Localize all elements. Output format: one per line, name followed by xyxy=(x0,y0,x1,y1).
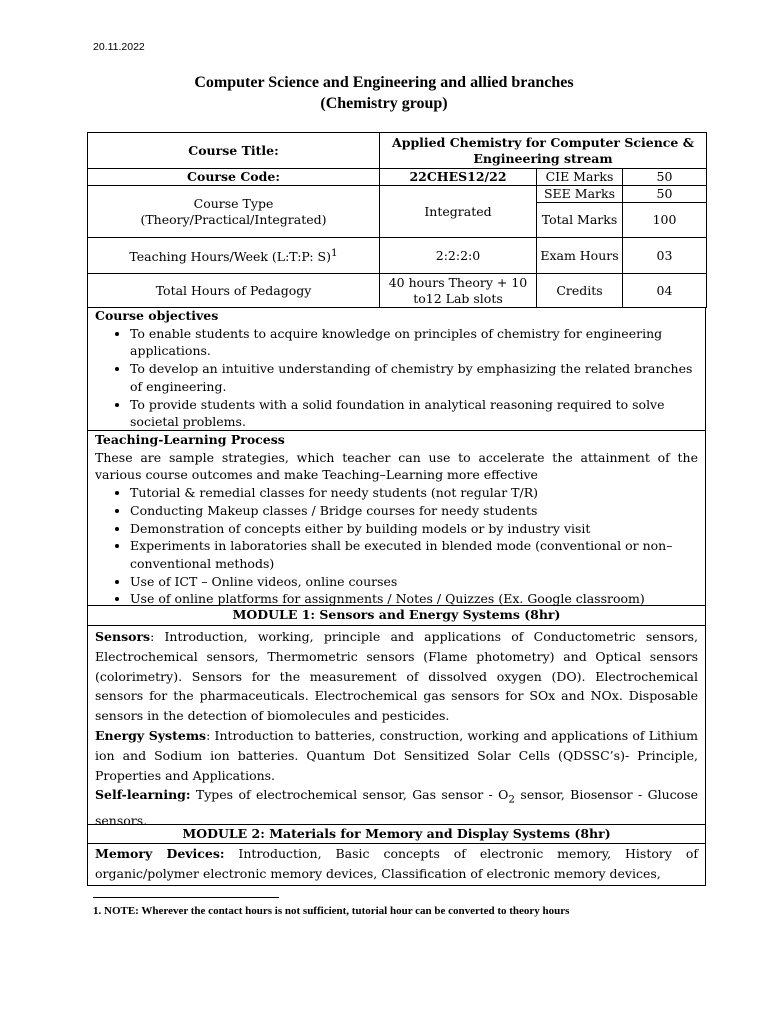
course-type-text: Course Type xyxy=(193,195,274,211)
page-subtitle: (Chemistry group) xyxy=(320,95,448,112)
course-title-label: Course Title: xyxy=(88,133,380,169)
teaching-hours-text: Teaching Hours/Week (L:T:P: S) xyxy=(129,249,331,265)
module1-body xyxy=(87,626,706,828)
self-learning-paragraph xyxy=(95,785,698,830)
course-title-value: Applied Chemistry for Computer Science & Engineering stream xyxy=(380,133,707,169)
self-subscript: 2 xyxy=(508,793,516,806)
footnote-ref: 1 xyxy=(331,247,338,260)
memory-label: Memory Devices: xyxy=(95,846,225,861)
course-type-value: Integrated xyxy=(380,186,537,238)
self-text-b: sensor, Biosensor - Glucose sensors. xyxy=(95,787,699,828)
energy-text: : Introduction to batteries, construction, working and applications of Lithium ion and Sodium ion batteries. Quantum Dot Sensitized Solar Cells (QDSSC’s)- Principle, Properties and Applications. xyxy=(95,727,699,783)
pedagogy-label: Total Hours of Pedagogy xyxy=(88,274,380,308)
course-info-table xyxy=(87,132,707,308)
self-learning-label: Self-learning: xyxy=(95,787,191,803)
sensors-paragraph xyxy=(95,627,698,726)
exam-hours-label: Exam Hours xyxy=(537,238,623,274)
cie-marks-label: CIE Marks xyxy=(537,169,623,186)
sensors-label: Sensors xyxy=(95,629,151,644)
course-type-label xyxy=(88,186,380,238)
credits-value: 04 xyxy=(623,274,707,308)
energy-paragraph xyxy=(95,726,698,785)
course-objectives-section xyxy=(87,307,706,431)
memory-text: Introduction, Basic concepts of electronic memory, History of organic/polymer electronic memory devices, Classification of electronic memory devices, xyxy=(95,846,698,881)
self-text-a: Types of electrochemical sensor, Gas sensor - O xyxy=(190,787,509,803)
tlp-list xyxy=(95,484,698,608)
teaching-learning-section xyxy=(87,431,706,606)
total-marks-label: Total Marks xyxy=(537,203,623,238)
course-type-sub: (Theory/Practical/Integrated) xyxy=(140,211,327,227)
course-code-value: 22CHES12/22 xyxy=(380,169,537,186)
tlp-item: • Tutorial & remedial classes for needy students (not regular T/R) xyxy=(130,484,698,502)
see-marks-label: SEE Marks xyxy=(537,186,623,203)
objectives-list xyxy=(95,325,698,431)
objective-item: • To enable students to acquire knowledge on principles of chemistry for engineering applications. xyxy=(130,325,698,360)
cie-marks-value: 50 xyxy=(623,169,707,186)
footnote-divider xyxy=(93,897,279,898)
document-date: 20.11.2022 xyxy=(93,41,145,53)
see-marks-value: 50 xyxy=(623,186,707,203)
course-code-label: Course Code: xyxy=(88,169,380,186)
energy-label: Energy Systems xyxy=(95,727,207,743)
tlp-item: • Demonstration of concepts either by building models or by industry visit xyxy=(130,520,698,538)
module2-heading: MODULE 2: Materials for Memory and Display Systems (8hr) xyxy=(87,825,706,844)
tlp-heading: Teaching-Learning Process xyxy=(95,432,285,447)
footnote: 1. NOTE: Wherever the contact hours is not sufficient, tutorial hour can be converted to theory hours xyxy=(93,905,570,917)
objective-item: • To provide students with a solid foundation in analytical reasoning required to solve societal problems. xyxy=(130,396,698,431)
credits-label: Credits xyxy=(537,274,623,308)
objectives-heading: Course objectives xyxy=(95,308,219,323)
sensors-text: : Introduction, working, principle and applications of Conductometric sensors, Electrochemical sensors, Thermometric sensors (Flame photometry) and Optical sensors (colorimetry). Sensors for the measurement of dissolved oxygen (DO). Electrochemical sensors for the pharmaceuticals. Electrochemical gas sensors for SOx and NOx. Disposable sensors in the detection of biomolecules and pesticides. xyxy=(95,629,698,724)
tlp-item: • Experiments in laboratories shall be executed in blended mode (conventional or non–conventional methods) xyxy=(130,537,698,572)
module2-body xyxy=(87,844,706,886)
tlp-item: • Conducting Makeup classes / Bridge courses for needy students xyxy=(130,502,698,520)
exam-hours-value: 03 xyxy=(623,238,707,274)
objective-item: • To develop an intuitive understanding of chemistry by emphasizing the related branches of engineering. xyxy=(130,360,698,395)
tlp-item: • Use of ICT – Online videos, online courses xyxy=(130,573,698,591)
tlp-intro: These are sample strategies, which teacher can use to accelerate the attainment of the various course outcomes and make Teaching–Learning more effective xyxy=(95,449,698,483)
teaching-hours-value: 2:2:2:0 xyxy=(380,238,537,274)
memory-paragraph xyxy=(95,844,698,884)
pedagogy-value: 40 hours Theory + 10 to12 Lab slots xyxy=(380,274,537,308)
total-marks-value: 100 xyxy=(623,203,707,238)
teaching-hours-label xyxy=(88,238,380,274)
module1-heading: MODULE 1: Sensors and Energy Systems (8hr) xyxy=(87,606,706,626)
tlp-item: • Use of online platforms for assignments / Notes / Quizzes (Ex. Google classroom) xyxy=(130,590,698,608)
page-title: Computer Science and Engineering and allied branches xyxy=(194,74,574,91)
